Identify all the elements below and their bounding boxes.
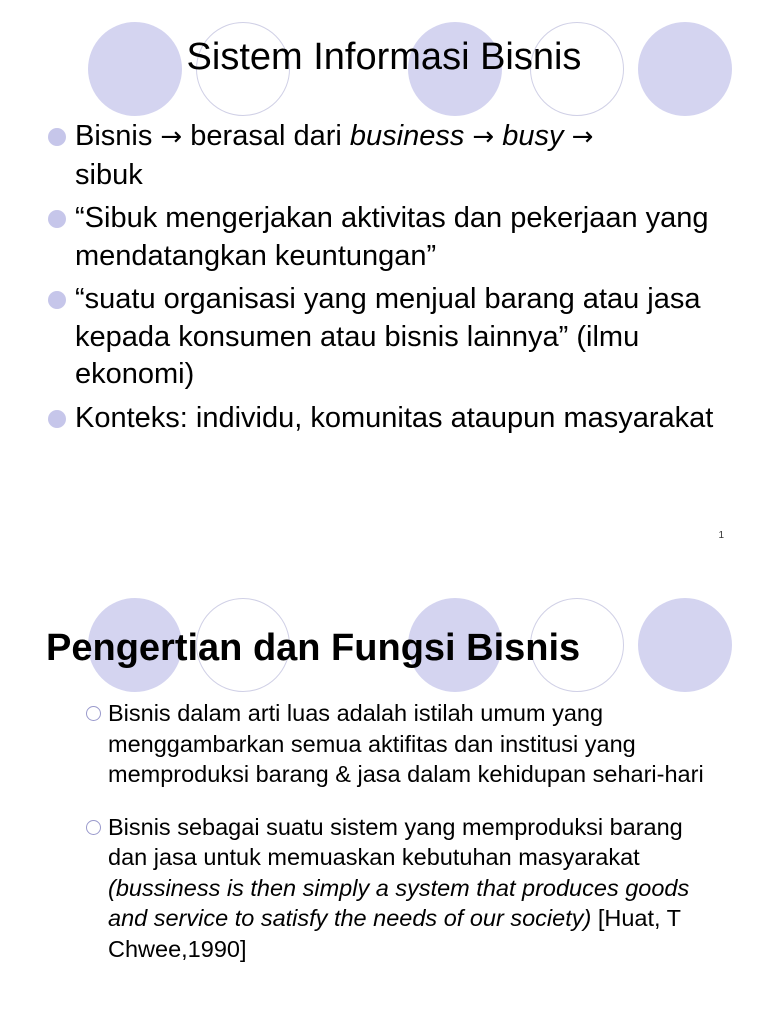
bullet-dot-icon — [48, 291, 66, 309]
right-arrow-icon: → — [472, 122, 495, 152]
bullet-dot-icon — [48, 128, 66, 146]
bullet-dot-icon — [48, 410, 66, 428]
bullet-item: Bisnis sebagai suatu sistem yang memproduksi barang dan jasa untuk memuaskan kebutuhan masyarakat (bussiness is then simply a system that produces goods and service to satisfy the needs of our society) [Huat, T Chwee,1990] — [86, 812, 726, 965]
slide-number: 1 — [718, 530, 724, 541]
bullet-item: Bisnis dalam arti luas adalah istilah umum yang menggambarkan semua aktifitas dan institusi yang memproduksi barang & jasa dalam kehidupan sehari-hari — [86, 698, 726, 790]
bullet-ring-icon — [86, 820, 101, 835]
bullet-ring-icon — [86, 706, 101, 721]
right-arrow-icon: → — [571, 122, 594, 152]
bullet-dot-icon — [48, 210, 66, 228]
slide-1-title: Sistem Informasi Bisnis — [186, 36, 582, 78]
slide-1-bullet-list — [48, 118, 738, 443]
decorative-circle — [638, 598, 732, 692]
bullet-item: Konteks: individu, komunitas ataupun masyarakat — [48, 400, 738, 438]
bullet-item: “Sibuk mengerjakan aktivitas dan pekerjaan yang mendatangkan keuntungan” — [48, 200, 738, 275]
slide-2-title: Pengertian dan Fungsi Bisnis — [46, 627, 581, 669]
bullet-item: “suatu organisasi yang menjual barang atau jasa kepada konsumen atau bisnis lainnya” (ilmu ekonomi) — [48, 281, 738, 394]
right-arrow-icon: → — [160, 122, 183, 152]
slide-2-bullet-list — [86, 698, 726, 986]
bullet-item: Bisnis → berasal dari business → busy → sibuk — [48, 118, 738, 194]
